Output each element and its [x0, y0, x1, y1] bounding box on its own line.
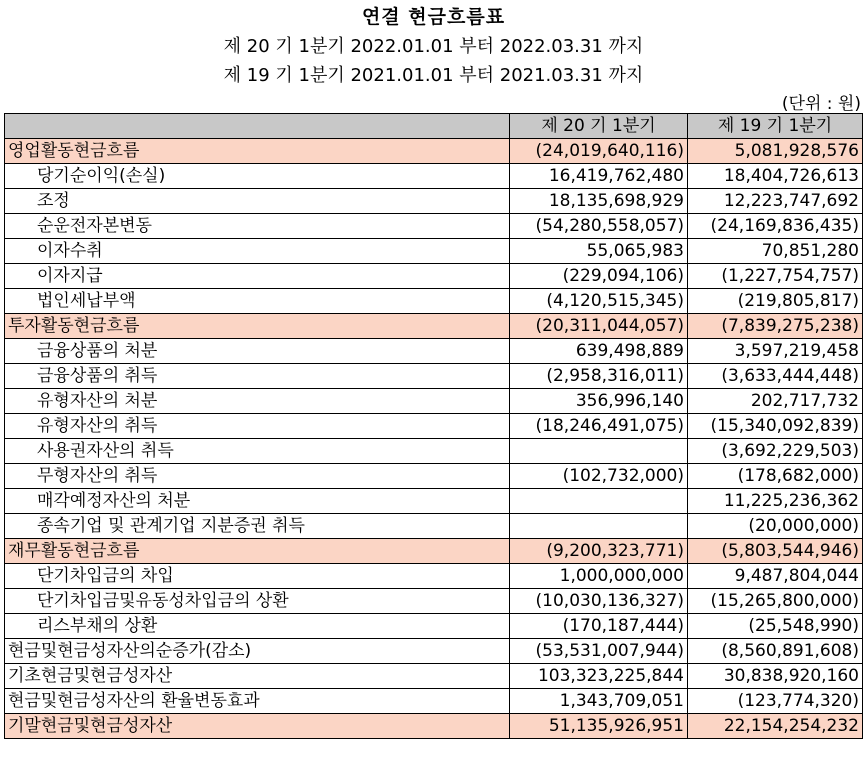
table-row [5, 164, 863, 189]
prior-value: (8,560,891,608) [688, 639, 863, 664]
current-value: 16,419,762,480 [510, 164, 688, 189]
row-label: 사용권자산의 취득 [5, 439, 510, 464]
prior-value: 30,838,920,160 [688, 664, 863, 689]
table-row [5, 664, 863, 689]
current-value: (10,030,136,327) [510, 589, 688, 614]
row-label: 단기차입금의 차입 [5, 564, 510, 589]
row-label: 유형자산의 취득 [5, 414, 510, 439]
row-label: 재무활동현금흐름 [5, 539, 510, 564]
header-current: 제 20 기 1분기 [510, 114, 688, 139]
row-label: 금융상품의 취득 [5, 364, 510, 389]
current-value: (229,094,106) [510, 264, 688, 289]
current-value: (18,246,491,075) [510, 414, 688, 439]
prior-value: (20,000,000) [688, 514, 863, 539]
table-row [5, 564, 863, 589]
prior-value: (7,839,275,238) [688, 314, 863, 339]
row-label: 단기차입금및유동성차입금의 상환 [5, 589, 510, 614]
header-label [5, 114, 510, 139]
current-value: (9,200,323,771) [510, 539, 688, 564]
table-row [5, 489, 863, 514]
prior-value: 18,404,726,613 [688, 164, 863, 189]
current-value [510, 489, 688, 514]
table-row [5, 614, 863, 639]
current-value: 639,498,889 [510, 339, 688, 364]
prior-value: 3,597,219,458 [688, 339, 863, 364]
unit-label: (단위 : 원) [781, 94, 861, 114]
table-row [5, 414, 863, 439]
row-label: 현금및현금성자산의순증가(감소) [5, 639, 510, 664]
current-value: 103,323,225,844 [510, 664, 688, 689]
current-value: (102,732,000) [510, 464, 688, 489]
table-row [5, 689, 863, 714]
prior-value: 70,851,280 [688, 239, 863, 264]
current-value: (4,120,515,345) [510, 289, 688, 314]
prior-value: (5,803,544,946) [688, 539, 863, 564]
prior-value: 5,081,928,576 [688, 139, 863, 164]
prior-value: (15,265,800,000) [688, 589, 863, 614]
prior-value: (1,227,754,757) [688, 264, 863, 289]
current-value: (170,187,444) [510, 614, 688, 639]
prior-period: 제 19 기 1분기 2021.01.01 부터 2021.03.31 까지 [223, 65, 644, 86]
current-value: (53,531,007,944) [510, 639, 688, 664]
row-label: 투자활동현금흐름 [5, 314, 510, 339]
table-row [5, 639, 863, 664]
prior-value: 9,487,804,044 [688, 564, 863, 589]
current-period: 제 20 기 1분기 2022.01.01 부터 2022.03.31 까지 [223, 36, 644, 57]
current-value: 1,000,000,000 [510, 564, 688, 589]
current-value: 18,135,698,929 [510, 189, 688, 214]
row-label: 무형자산의 취득 [5, 464, 510, 489]
row-label: 이자수취 [5, 239, 510, 264]
table-row [5, 464, 863, 489]
table-row [5, 589, 863, 614]
table-row [5, 539, 863, 564]
table-row [5, 514, 863, 539]
header-prior: 제 19 기 1분기 [688, 114, 863, 139]
prior-value: 11,225,236,362 [688, 489, 863, 514]
table-row [5, 289, 863, 314]
prior-value: (3,692,229,503) [688, 439, 863, 464]
current-value: (24,019,640,116) [510, 139, 688, 164]
table-row [5, 139, 863, 164]
current-value: (54,280,558,057) [510, 214, 688, 239]
row-label: 매각예정자산의 처분 [5, 489, 510, 514]
row-label: 당기순이익(손실) [5, 164, 510, 189]
prior-value: 22,154,254,232 [688, 714, 863, 739]
table-row [5, 364, 863, 389]
row-label: 유형자산의 처분 [5, 389, 510, 414]
row-label: 현금및현금성자산의 환율변동효과 [5, 689, 510, 714]
row-label: 법인세납부액 [5, 289, 510, 314]
row-label: 종속기업 및 관계기업 지분증권 취득 [5, 514, 510, 539]
prior-value: (219,805,817) [688, 289, 863, 314]
prior-value: 12,223,747,692 [688, 189, 863, 214]
prior-value: (123,774,320) [688, 689, 863, 714]
row-label: 기초현금및현금성자산 [5, 664, 510, 689]
current-value: 1,343,709,051 [510, 689, 688, 714]
row-label: 순운전자본변동 [5, 214, 510, 239]
table-row [5, 714, 863, 739]
row-label: 영업활동현금흐름 [5, 139, 510, 164]
header-row [5, 114, 863, 139]
prior-value: (178,682,000) [688, 464, 863, 489]
prior-value: (3,633,444,448) [688, 364, 863, 389]
current-value [510, 514, 688, 539]
prior-value: 202,717,732 [688, 389, 863, 414]
statement-title: 연결 현금흐름표 [361, 6, 506, 28]
prior-value: (24,169,836,435) [688, 214, 863, 239]
current-value: (20,311,044,057) [510, 314, 688, 339]
current-value: 55,065,983 [510, 239, 688, 264]
current-value [510, 439, 688, 464]
table-row [5, 314, 863, 339]
cash-flow-table [4, 113, 863, 739]
table-row [5, 389, 863, 414]
current-value: (2,958,316,011) [510, 364, 688, 389]
row-label: 기말현금및현금성자산 [5, 714, 510, 739]
current-value: 51,135,926,951 [510, 714, 688, 739]
row-label: 조정 [5, 189, 510, 214]
row-label: 이자지급 [5, 264, 510, 289]
table-row [5, 214, 863, 239]
row-label: 리스부채의 상환 [5, 614, 510, 639]
current-value: 356,996,140 [510, 389, 688, 414]
prior-value: (25,548,990) [688, 614, 863, 639]
table-row [5, 189, 863, 214]
table-row [5, 339, 863, 364]
table-row [5, 439, 863, 464]
row-label: 금융상품의 처분 [5, 339, 510, 364]
table-row [5, 239, 863, 264]
table-row [5, 264, 863, 289]
prior-value: (15,340,092,839) [688, 414, 863, 439]
